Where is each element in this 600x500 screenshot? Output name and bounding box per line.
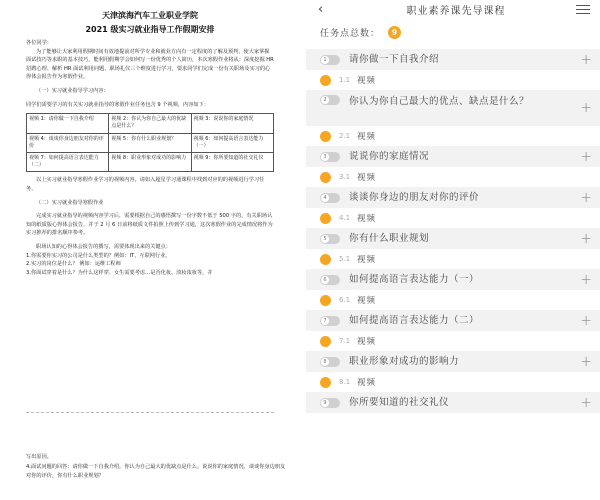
expand-plus-icon[interactable]: + [580,353,592,370]
expand-plus-icon[interactable]: + [580,51,592,68]
video-item-label[interactable]: 视频 [357,255,377,265]
doc-part2-p2: 职场认知的心得体会报告的撰写，需要体现出来的关键点： [36,243,171,250]
table-cell: 视频 9：你所要知道的社交礼仪 [191,152,273,171]
chapter-title[interactable]: 说说你的家庭情况 [349,151,430,162]
doc-part2-p1: 完成实习就业指导的视频内容学习后，需要根据自己的感悟撰写一份字数不低于 500 字的，有关职场认知的纸质版心得体会报告，并于 2 月 6 日前将纸质文件拍照上传到学习通，这次寒假作业的完成情况将作为实习推荐的排名顺序参考。 [26,213,273,237]
chapter-toggle[interactable]: 9 [320,398,340,408]
video-item-number: 1.1 [339,76,351,84]
task-point-icon [320,213,331,224]
expand-plus-icon[interactable]: + [580,394,592,411]
chapter-title[interactable]: 如何提高语言表达能力（一） [349,274,480,285]
task-point-icon [320,172,331,183]
table-cell: 视频 6：如何提高语言表达能力（一） [191,133,273,152]
table-cell: 视频 2：你认为你自己最大的优缺点是什么？ [109,114,191,133]
chapter-row[interactable] [306,146,600,167]
expand-plus-icon[interactable]: + [580,271,592,288]
expand-plus-icon[interactable]: + [580,100,592,116]
doc-intro: 为了能够让大家利用假期时间有效地提前对所学专业和就业方向有一定程度的了解及预判，使大家掌握面试技巧等求职的基本技巧，能利用假期学会如何写一份优秀的个人简历，本次寒假作业将从：深度挖掘 HR 招聘心理、解析 HR 面试利用问题、职场礼仪三个维度进行学习，要求同学们完成一份有关职场及实习的心得体会报告作为寒假作业。 [26,48,274,81]
task-point-icon [320,75,331,86]
expand-plus-icon[interactable]: + [580,312,592,329]
task-point-icon [320,131,331,142]
chapter-title[interactable]: 你所要知道的社交礼仪 [349,397,450,408]
video-item-number: 7.1 [339,337,351,345]
doc-part1-note: 以上实习就业指导寒假作业学习的视频内容，请如入超星学习通课程中找到对应的的视频进行学习任务。 [26,177,265,192]
doc-part1-desc: 同学们需要学习的有关实习就业指导的寒假作业任务包含 9 个视频，内容如下： [26,101,209,108]
page-break [26,412,274,413]
doc-part2-title: （二）实习就业指导寒假作业 [36,199,104,206]
task-total-badge: 9 [388,26,401,39]
back-arrow-icon[interactable]: ‹ [318,2,324,17]
video-item[interactable] [306,208,600,228]
chapter-toggle[interactable]: 8 [320,357,340,367]
chapter-toggle[interactable]: 1 [320,55,340,65]
table-cell: 视频 7：如何提高语言表达能力（二） [27,152,109,171]
video-item-number: 8.1 [339,378,351,386]
chapter-row[interactable] [306,269,600,290]
doc-school-title: 天津滨海汽车工业职业学院 [102,11,198,20]
video-item[interactable] [306,249,600,269]
video-item-number: 4.1 [339,214,351,222]
video-item-label[interactable]: 视频 [357,173,377,183]
task-point-icon [320,336,331,347]
doc-greeting: 各位同学： [26,40,52,46]
chapter-toggle[interactable]: 5 [320,234,340,244]
video-item-number: 2.1 [339,132,351,140]
chapter-title[interactable]: 你有什么职业规划 [349,233,430,244]
chapter-toggle[interactable]: 7 [320,316,340,326]
video-item[interactable] [306,372,600,392]
chapter-title[interactable]: 谈谈你身边的朋友对你的评价 [349,192,480,203]
table-cell: 视频 1：请你做一下自我介绍 [27,114,109,133]
video-item[interactable] [306,167,600,187]
table-cell: 视频 3：说说你的家庭情况 [191,114,273,133]
app-header [306,0,600,19]
chapter-row[interactable] [306,351,600,372]
chapter-title[interactable]: 请你做一下自我介绍 [349,54,440,65]
task-point-icon [320,254,331,265]
doc-question-3: 3.你面试穿着是什么？为什么这样穿、女生需要考虑…是否化妆、淡妆浓妆等，并 [26,269,213,276]
video-item[interactable] [306,70,600,90]
app-title: 职业素养课先导课程 [406,6,506,17]
table-row [27,152,274,171]
chapter-title[interactable]: 你认为你自己最大的优点、缺点是什么？ [349,96,530,107]
video-item-label[interactable]: 视频 [357,337,377,347]
expand-plus-icon[interactable]: + [580,189,592,206]
table-row [27,133,274,152]
doc-part1-title: （一）实习就业指导学习内容： [36,87,109,94]
chapter-row[interactable] [306,392,600,413]
chapter-toggle[interactable]: 3 [320,152,340,162]
chapter-toggle[interactable]: 6 [320,275,340,285]
chapter-row[interactable] [306,310,600,331]
chapter-row[interactable] [306,187,600,208]
chapter-row[interactable] [306,49,600,70]
task-point-icon [320,295,331,306]
video-item-number: 5.1 [339,255,351,263]
video-item[interactable] [306,126,600,146]
chapter-toggle[interactable]: 2 [320,95,340,105]
video-item-label[interactable]: 视频 [357,214,377,224]
video-item-label[interactable]: 视频 [357,296,377,306]
expand-plus-icon[interactable]: + [580,148,592,165]
doc-question-2: 2.实习的岗位是什么？ 例如：运维工程师 [26,261,121,268]
expand-plus-icon[interactable]: + [580,230,592,247]
table-cell: 视频 8：职业形象对成功的影响力 [109,152,191,171]
video-item-number: 3.1 [339,173,351,181]
task-list [306,45,600,413]
video-item-label[interactable]: 视频 [357,378,377,388]
video-item-label[interactable]: 视频 [357,76,377,86]
doc-title: 2021 级实习就业指导工作假期安排 [85,25,215,34]
video-table [26,113,274,172]
video-item-number: 6.1 [339,296,351,304]
doc-next-page [26,453,288,482]
table-cell: 视频 5：你有什么职业规划？ [109,133,191,152]
task-point-icon [320,377,331,388]
chapter-row[interactable] [306,90,600,126]
menu-icon[interactable] [576,5,590,15]
table-row [27,114,274,133]
task-total [306,20,600,45]
chapter-toggle[interactable]: 4 [320,193,340,203]
course-app-screen [306,0,600,500]
chapter-title[interactable]: 职业形象对成功的影响力 [349,356,460,367]
chapter-row[interactable] [306,228,600,249]
video-item[interactable] [306,290,600,310]
task-total-label: 任务点总数： [320,29,381,39]
doc-footer-line2: 4.面试问题的回答：请你做一下自我介绍。你认为自己最大的优缺点是什么。说说你的家庭情况，谈谈你身边朋友对你的评价，你有什么职业规划？ [26,463,286,479]
chapter-title[interactable]: 如何提高语言表达能力（二） [349,315,480,326]
table-cell: 视频 4：谈谈你身边朋友对你的评价 [27,133,109,152]
video-item[interactable] [306,331,600,351]
video-item-label[interactable]: 视频 [357,132,377,142]
doc-footer-line1: 写出原因。 [26,454,52,460]
doc-question-1: 1.你需要你实习的公司是什么类型的？例如：IT、互联网行业。 [26,252,171,259]
